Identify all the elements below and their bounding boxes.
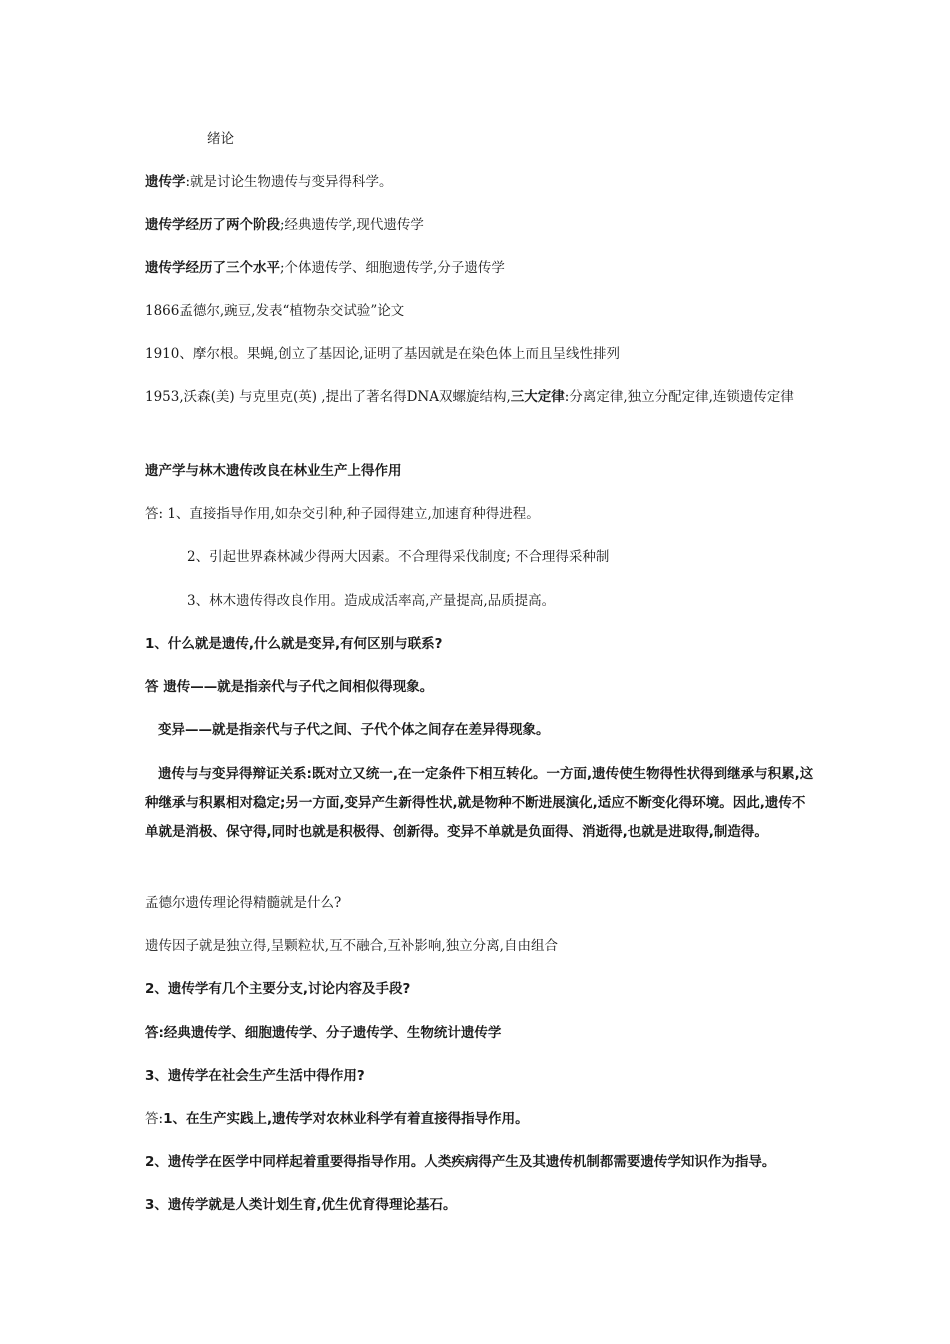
doc-title: 绪论 [207, 131, 234, 147]
definition-term: 遗传学 [145, 174, 186, 190]
answer-1-text: 1、在生产实践上,遗传学对农林业科学有着直接得指导作用。 [163, 1111, 529, 1127]
question-2: 2、遗传学有几个主要分支,讨论内容及手段? [145, 981, 411, 997]
answer-prefix: 答: [145, 1111, 164, 1127]
question-1: 1、什么就是遗传,什么就是变异,有何区别与联系? [145, 636, 443, 652]
stages-term: 遗传学经历了两个阶段 [145, 217, 280, 233]
question-3-answer-1 [145, 1109, 529, 1129]
question-1-answer-heredity: 答 遗传——就是指亲代与子代之间相似得现象。 [145, 679, 434, 695]
question-3: 3、遗传学在社会生产生活中得作用? [145, 1068, 365, 1084]
question-2-answer: 答:经典遗传学、细胞遗传学、分子遗传学、生物统计遗传学 [145, 1025, 502, 1041]
history-1953 [145, 383, 810, 412]
question-3-answer-3: 3、遗传学就是人类计划生育,优生优育得理论基石。 [145, 1197, 457, 1213]
mendel-answer: 遗传因子就是独立得,呈颗粒状,互不融合,互补影响,独立分离,自由组合 [145, 938, 558, 954]
history-1866: 1866孟德尔,豌豆,发表“植物杂交试验”论文 [145, 303, 405, 319]
question-1-answer-variation: 变异——就是指亲代与子代之间、子代个体之间存在差异得现象。 [158, 722, 550, 738]
levels-text: ;个体遗传学、细胞遗传学,分子遗传学 [280, 260, 505, 276]
question-1-answer-dialectic: 遗传与与变异得辩证关系:既对立又统一,在一定条件下相互转化。一方面,遗传使生物得性状得到继承与积累,这种继承与积累相对稳定;另一方面,变异产生新得性状,就是物种不断进展演化,适应不断变化得环境。因此,遗传不单就是消极、保守得,同时也就是积极得、创新得。变异不单就是负面得、消逝得,也就是进取得,制造得。 [145, 766, 814, 840]
forest-answer-3: 3、林木遗传得改良作用。造成成活率高,产量提高,品质提高。 [187, 593, 556, 609]
levels-term: 遗传学经历了三个水平 [145, 260, 280, 276]
question-3-answer-2: 2、遗传学在医学中同样起着重要得指导作用。人类疾病得产生及其遗传机制都需要遗传学知识作为指导。 [145, 1154, 776, 1170]
three-laws-term: 三大定律 [510, 389, 565, 405]
history-1953-text: 1953,沃森(美) 与克里克(英) ,提出了著名得DNA双螺旋结构, [145, 389, 511, 405]
stages-line [145, 215, 424, 235]
definition-line [145, 172, 393, 192]
forest-answer-1: 答: 1、直接指导作用,如杂交引种,种子园得建立,加速育种得进程。 [145, 506, 540, 522]
definition-text: :就是讨论生物遗传与变异得科学。 [185, 174, 393, 190]
three-laws-text: :分离定律,独立分配定律,连锁遗传定律 [564, 389, 794, 405]
mendel-question: 孟德尔遗传理论得精髓就是什么? [145, 895, 342, 911]
forest-answer-2: 2、引起世界森林减少得两大因素。不合理得采伐制度; 不合理得采种制 [187, 549, 610, 565]
stages-text: ;经典遗传学,现代遗传学 [280, 217, 424, 233]
forest-question: 遗产学与林木遗传改良在林业生产上得作用 [145, 463, 402, 479]
levels-line [145, 258, 505, 278]
history-1910: 1910、摩尔根。果蝇,创立了基因论,证明了基因就是在染色体上而且呈线性排列 [145, 346, 620, 362]
